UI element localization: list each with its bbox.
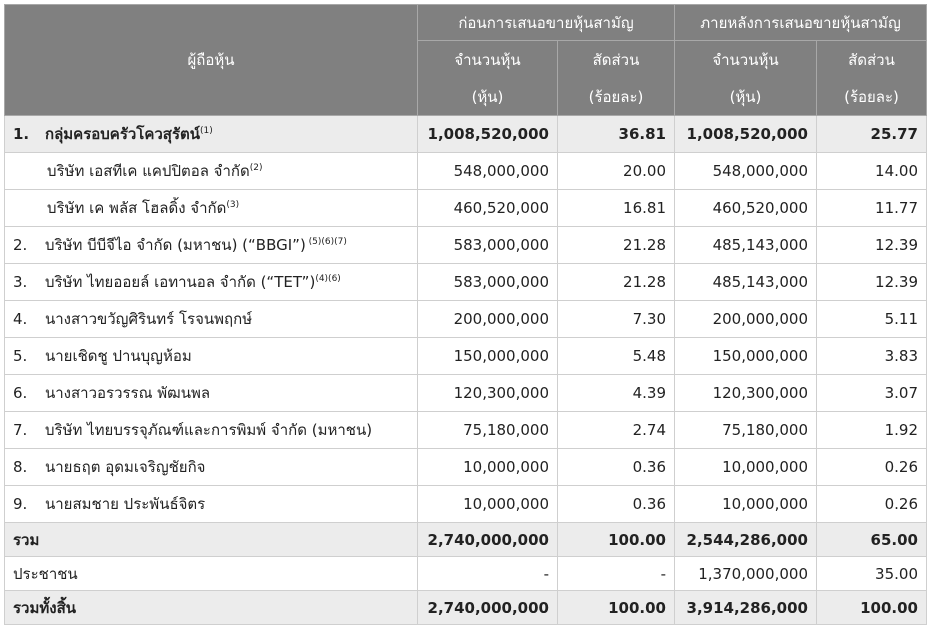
public-row: [5, 557, 927, 591]
after-pct-cell: 35.00: [817, 557, 927, 591]
holder-name-cell: [5, 153, 418, 190]
header-before-ratio: สัดส่วน: [558, 41, 675, 79]
after-pct-cell: 3.83: [817, 338, 927, 375]
before-shares-cell: 150,000,000: [418, 338, 558, 375]
row-index: 2.: [13, 236, 28, 254]
holder-name-cell: [5, 412, 418, 449]
subtotal-label: รวม: [5, 523, 418, 557]
before-pct-cell: 100.00: [558, 523, 675, 557]
before-shares-cell: -: [418, 557, 558, 591]
before-shares-cell: 583,000,000: [418, 264, 558, 301]
holder-name-cell: [5, 116, 418, 153]
holder-name-cell: [5, 264, 418, 301]
after-pct-cell: 1.92: [817, 412, 927, 449]
after-shares-cell: 485,143,000: [675, 264, 817, 301]
holder-name: นางสาวขวัญศิรินทร์ โรจนพฤกษ์: [45, 310, 253, 328]
before-shares-cell: 2,740,000,000: [418, 523, 558, 557]
after-shares-cell: 548,000,000: [675, 153, 817, 190]
table-row: [5, 412, 927, 449]
after-shares-cell: 1,370,000,000: [675, 557, 817, 591]
row-index: 1.: [13, 125, 30, 143]
after-shares-cell: 200,000,000: [675, 301, 817, 338]
row-index: 4.: [13, 310, 28, 328]
holder-name: นายสมชาย ประพันธ์จิตร: [45, 495, 206, 513]
header-holder: ผู้ถือหุ้น: [5, 5, 418, 116]
before-pct-cell: 5.48: [558, 338, 675, 375]
after-pct-cell: 3.07: [817, 375, 927, 412]
before-shares-cell: 1,008,520,000: [418, 116, 558, 153]
before-pct-cell: 21.28: [558, 227, 675, 264]
footnote-ref: (5)(6)(7): [305, 237, 347, 247]
subtotal-row: [5, 523, 927, 557]
before-pct-cell: 16.81: [558, 190, 675, 227]
before-shares-cell: 75,180,000: [418, 412, 558, 449]
before-pct-cell: 21.28: [558, 264, 675, 301]
holder-name-cell: [5, 190, 418, 227]
footnote-ref: (1): [200, 126, 213, 136]
after-pct-cell: 0.26: [817, 449, 927, 486]
header-before-group: ก่อนการเสนอขายหุ้นสามัญ: [418, 5, 675, 41]
table-row: [5, 301, 927, 338]
holder-name: บริษัท ไทยออยล์ เอทานอล จำกัด (“TET”): [45, 273, 316, 291]
grand-total-label: รวมทั้งสิ้น: [5, 591, 418, 625]
after-pct-cell: 11.77: [817, 190, 927, 227]
row-index: 8.: [13, 458, 28, 476]
table-row: [5, 227, 927, 264]
grand-total-row: [5, 591, 927, 625]
header-before-shares: จำนวนหุ้น: [418, 41, 558, 79]
before-pct-cell: 100.00: [558, 591, 675, 625]
row-index: 7.: [13, 421, 28, 439]
before-shares-cell: 10,000,000: [418, 449, 558, 486]
before-shares-cell: 120,300,000: [418, 375, 558, 412]
header-after-shares: จำนวนหุ้น: [675, 41, 817, 79]
holder-name: บริษัท เอสทีเค แคปปิตอล จำกัด: [47, 162, 250, 180]
before-shares-cell: 548,000,000: [418, 153, 558, 190]
before-shares-cell: 10,000,000: [418, 486, 558, 523]
header-before-ratio-unit: (ร้อยละ): [558, 78, 675, 116]
after-shares-cell: 485,143,000: [675, 227, 817, 264]
after-shares-cell: 120,300,000: [675, 375, 817, 412]
header-after-ratio-unit: (ร้อยละ): [817, 78, 927, 116]
holder-name-cell: [5, 449, 418, 486]
before-pct-cell: -: [558, 557, 675, 591]
footnote-ref: (4)(6): [315, 274, 341, 284]
before-pct-cell: 0.36: [558, 486, 675, 523]
after-pct-cell: 14.00: [817, 153, 927, 190]
holder-name-cell: [5, 338, 418, 375]
table-row: [5, 375, 927, 412]
after-pct-cell: 65.00: [817, 523, 927, 557]
after-shares-cell: 3,914,286,000: [675, 591, 817, 625]
holder-name: บริษัท ไทยบรรจุภัณฑ์และการพิมพ์ จำกัด (มหาชน): [45, 421, 373, 439]
table-row: [5, 116, 927, 153]
footnote-ref: (3): [226, 200, 240, 210]
holder-name: นางสาวอรวรรณ พัฒนพล: [45, 384, 211, 402]
holder-name-cell: [5, 301, 418, 338]
after-pct-cell: 25.77: [817, 116, 927, 153]
table-row: [5, 264, 927, 301]
after-shares-cell: 2,544,286,000: [675, 523, 817, 557]
footnote-ref: (2): [249, 163, 263, 173]
before-pct-cell: 7.30: [558, 301, 675, 338]
after-shares-cell: 150,000,000: [675, 338, 817, 375]
header-after-shares-unit: (หุ้น): [675, 78, 817, 116]
holder-name-cell: [5, 227, 418, 264]
holder-name: บริษัท เค พลัส โฮลดิ้ง จำกัด: [47, 199, 227, 217]
holder-name: นายเชิดชู ปานบุญห้อม: [45, 347, 192, 365]
holder-name: นายธฤต อุดมเจริญชัยกิจ: [45, 458, 206, 476]
row-index: 9.: [13, 495, 28, 513]
table-row: [5, 338, 927, 375]
row-index: 3.: [13, 273, 28, 291]
header-after-group: ภายหลังการเสนอขายหุ้นสามัญ: [675, 5, 927, 41]
table-row: [5, 486, 927, 523]
before-shares-cell: 583,000,000: [418, 227, 558, 264]
header-after-ratio: สัดส่วน: [817, 41, 927, 79]
after-pct-cell: 12.39: [817, 227, 927, 264]
holder-name-cell: [5, 486, 418, 523]
after-pct-cell: 0.26: [817, 486, 927, 523]
before-pct-cell: 4.39: [558, 375, 675, 412]
shareholder-table: [4, 4, 927, 625]
after-pct-cell: 12.39: [817, 264, 927, 301]
before-pct-cell: 36.81: [558, 116, 675, 153]
before-shares-cell: 460,520,000: [418, 190, 558, 227]
after-shares-cell: 1,008,520,000: [675, 116, 817, 153]
table-row: [5, 449, 927, 486]
before-pct-cell: 0.36: [558, 449, 675, 486]
before-pct-cell: 2.74: [558, 412, 675, 449]
holder-name: บริษัท บีบีจีไอ จำกัด (มหาชน) (“BBGI”): [45, 236, 306, 254]
after-shares-cell: 10,000,000: [675, 486, 817, 523]
after-pct-cell: 5.11: [817, 301, 927, 338]
after-shares-cell: 10,000,000: [675, 449, 817, 486]
row-index: 6.: [13, 384, 28, 402]
header-before-shares-unit: (หุ้น): [418, 78, 558, 116]
after-pct-cell: 100.00: [817, 591, 927, 625]
holder-name-cell: [5, 375, 418, 412]
holder-name: กลุ่มครอบครัวโควสุรัตน์: [45, 125, 201, 143]
after-shares-cell: 75,180,000: [675, 412, 817, 449]
before-shares-cell: 200,000,000: [418, 301, 558, 338]
row-index: 5.: [13, 347, 28, 365]
before-pct-cell: 20.00: [558, 153, 675, 190]
table-row: [5, 190, 927, 227]
table-row: [5, 153, 927, 190]
public-label: ประชาชน: [5, 557, 418, 591]
after-shares-cell: 460,520,000: [675, 190, 817, 227]
before-shares-cell: 2,740,000,000: [418, 591, 558, 625]
